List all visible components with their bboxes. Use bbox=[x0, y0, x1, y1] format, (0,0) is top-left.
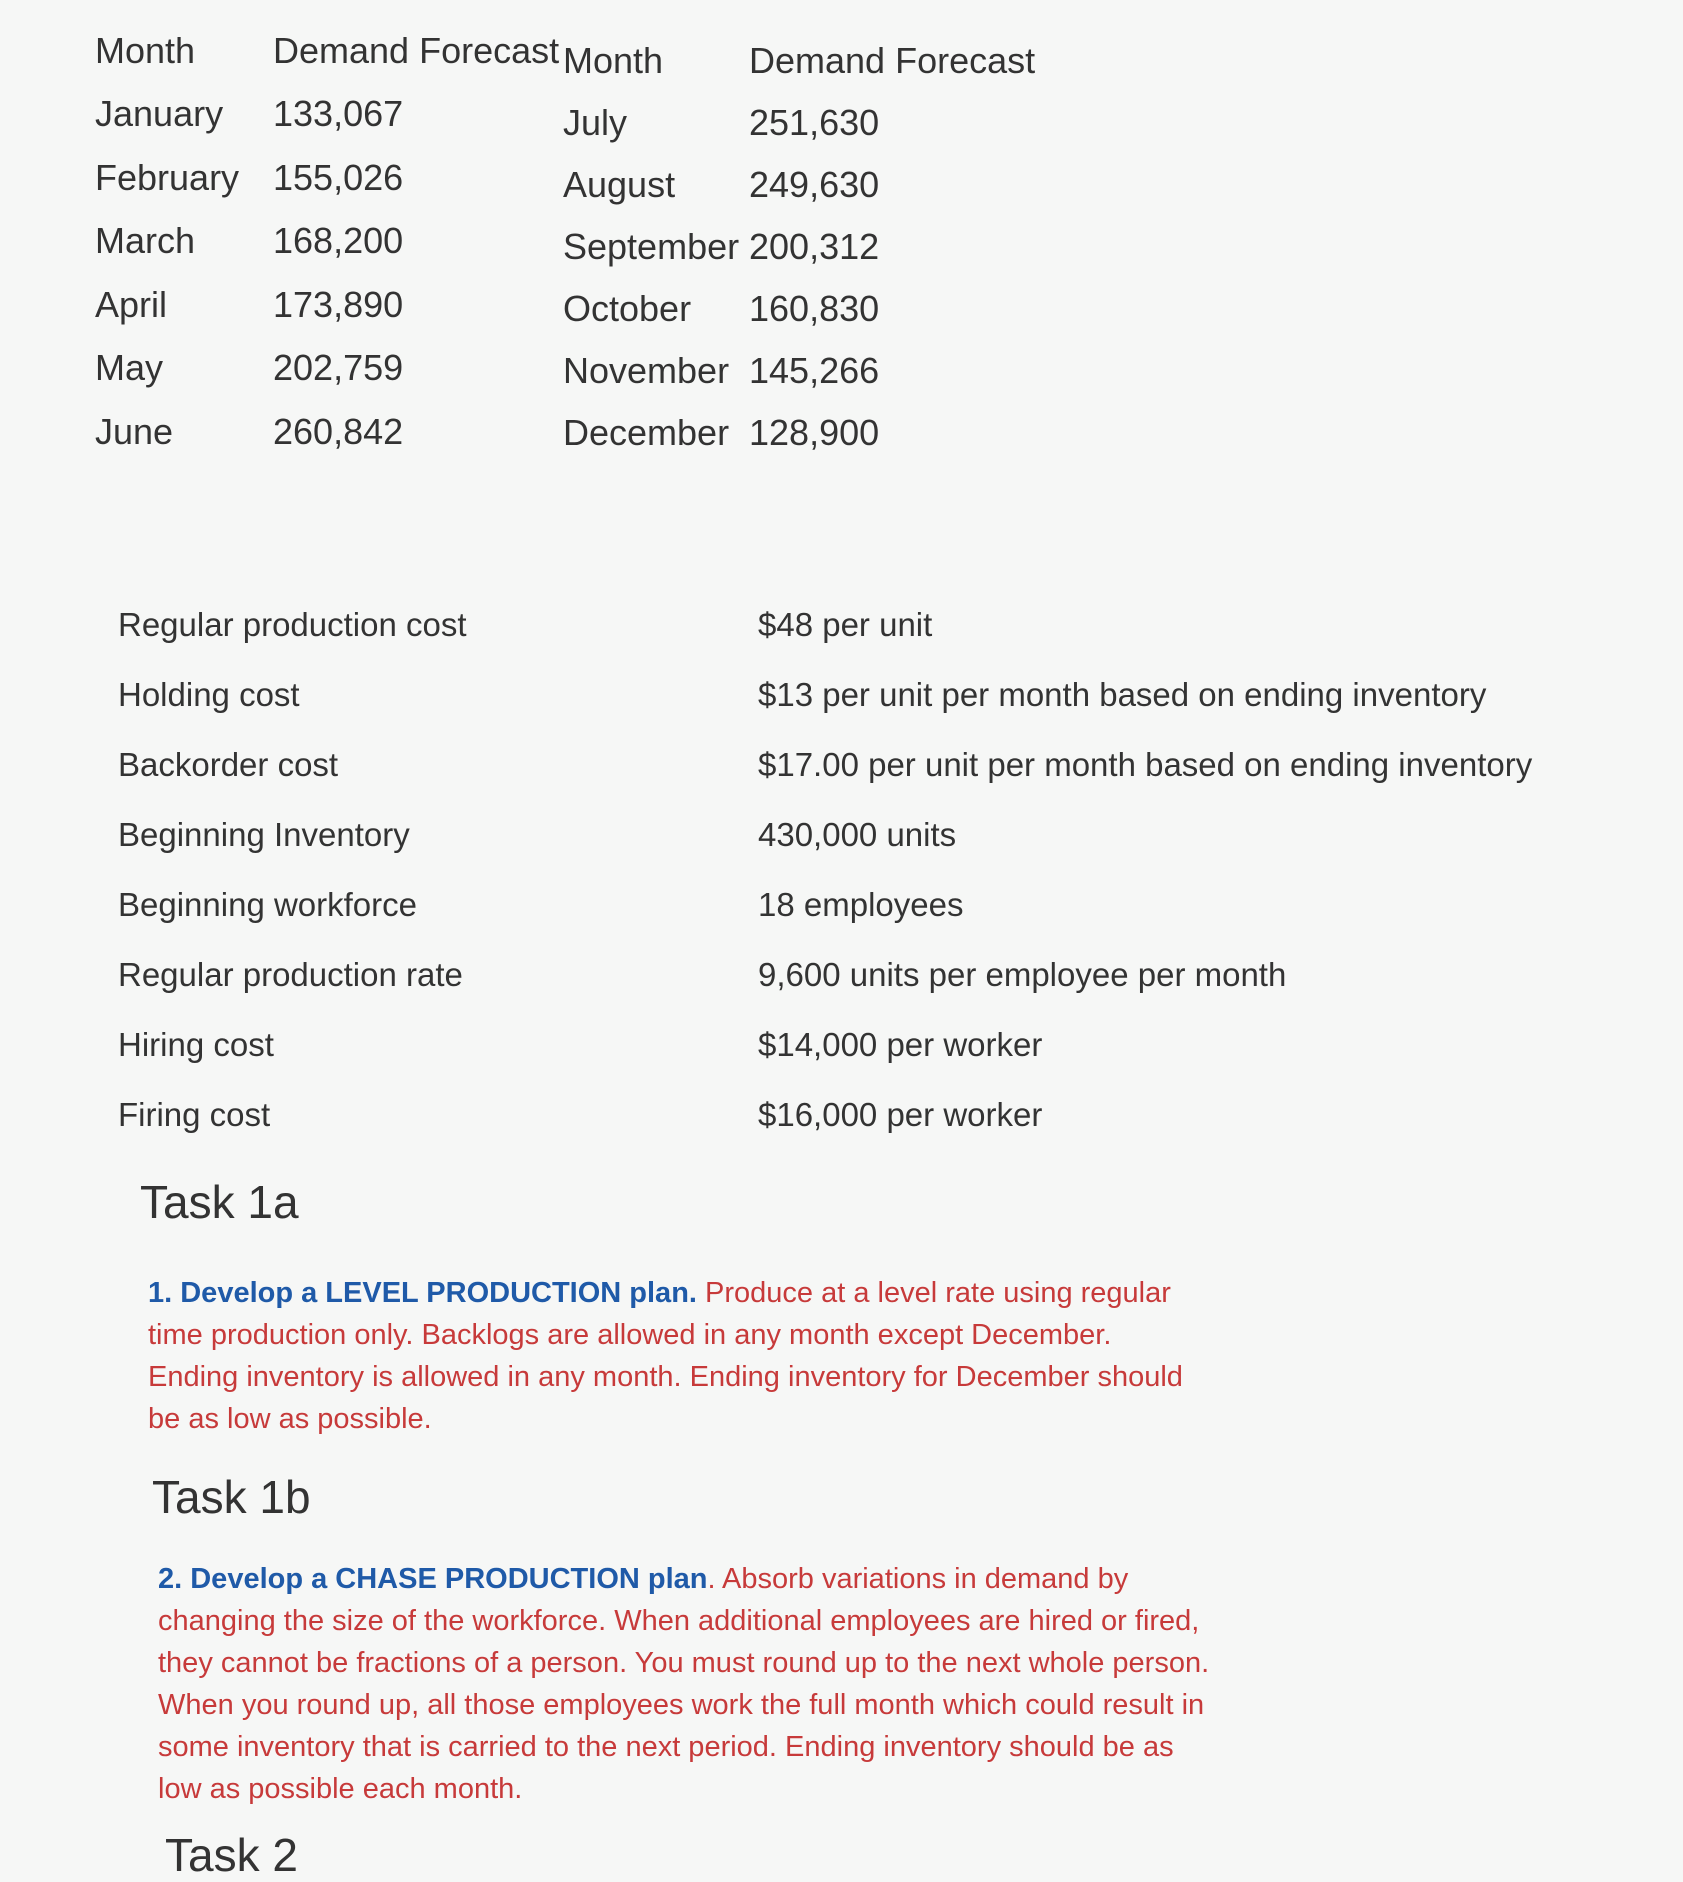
forecast-cell: 128,900 bbox=[749, 412, 880, 453]
parameter-value: $16,000 per worker bbox=[758, 1096, 1043, 1133]
parameter-value: $48 per unit bbox=[758, 606, 933, 643]
task-1a-instructions bbox=[148, 1272, 1208, 1440]
month-cell: May bbox=[95, 347, 164, 389]
demand-forecast-table bbox=[95, 20, 1049, 464]
month-cell: April bbox=[95, 283, 168, 325]
parameter-label: Backorder cost bbox=[118, 746, 339, 783]
parameter-row bbox=[118, 800, 1532, 870]
parameter-label: Holding cost bbox=[118, 676, 300, 713]
parameter-row bbox=[118, 1080, 1532, 1150]
month-header: Month bbox=[563, 40, 664, 81]
cost-parameters-list bbox=[118, 590, 1532, 1150]
demand-table-right-column bbox=[563, 30, 1049, 464]
parameter-row bbox=[118, 1010, 1532, 1080]
month-cell: November bbox=[563, 350, 730, 391]
forecast-cell: 251,630 bbox=[749, 102, 880, 143]
month-header: Month bbox=[95, 30, 196, 71]
task-1a-body: Produce at a level rate using regular time production only. Backlogs are allowed in any month except December. Ending inventory is allowed in any month. Ending inventory for December should be as low as possible. bbox=[148, 1277, 1183, 1435]
parameter-value: $17.00 per unit per month based on ending inventory bbox=[758, 746, 1533, 783]
parameter-row bbox=[118, 940, 1532, 1010]
task-1b-heading: Task 1b bbox=[152, 1471, 311, 1523]
parameter-label: Beginning workforce bbox=[118, 886, 417, 923]
month-cell: March bbox=[95, 220, 196, 262]
task-2-heading: Task 2 bbox=[165, 1829, 298, 1881]
task-1b-lead: 2. Develop a CHASE PRODUCTION plan bbox=[158, 1563, 708, 1595]
parameter-value: $13 per unit per month based on ending inventory bbox=[758, 676, 1487, 713]
forecast-cell: 202,759 bbox=[273, 347, 404, 389]
forecast-cell: 160,830 bbox=[749, 288, 880, 329]
month-cell: January bbox=[95, 93, 224, 135]
task-1b-instructions bbox=[158, 1558, 1218, 1810]
month-cell: December bbox=[563, 412, 730, 453]
forecast-header: Demand Forecast bbox=[273, 30, 560, 71]
forecast-cell: 155,026 bbox=[273, 156, 404, 198]
forecast-cell: 173,890 bbox=[273, 283, 404, 325]
forecast-cell: 260,842 bbox=[273, 410, 404, 452]
parameter-row bbox=[118, 730, 1532, 800]
month-cell: August bbox=[563, 164, 676, 205]
month-cell: June bbox=[95, 410, 174, 452]
parameter-value: $14,000 per worker bbox=[758, 1026, 1043, 1063]
forecast-cell: 145,266 bbox=[749, 350, 880, 391]
forecast-cell: 133,067 bbox=[273, 93, 404, 135]
month-cell: July bbox=[563, 102, 628, 143]
parameter-label: Regular production rate bbox=[118, 956, 463, 993]
month-cell: October bbox=[563, 288, 692, 329]
parameter-value: 430,000 units bbox=[758, 816, 957, 853]
parameter-row bbox=[118, 660, 1532, 730]
parameter-label: Regular production cost bbox=[118, 606, 467, 643]
month-cell: February bbox=[95, 156, 240, 198]
parameter-label: Firing cost bbox=[118, 1096, 271, 1133]
month-cell: September bbox=[563, 226, 740, 267]
forecast-cell: 200,312 bbox=[749, 226, 880, 267]
parameter-value: 9,600 units per employee per month bbox=[758, 956, 1287, 993]
task-1a-heading: Task 1a bbox=[140, 1176, 299, 1228]
parameter-label: Beginning Inventory bbox=[118, 816, 410, 853]
task-1b-body: . Absorb variations in demand by changing the size of the workforce. When additional employees are hired or fired, they cannot be fractions of a person. You must round up to the next whole person. When you round up, all those employees work the full month which could result in some inventory that is carried to the next period. Ending inventory should be as low as possible each month. bbox=[158, 1563, 1210, 1805]
forecast-header: Demand Forecast bbox=[749, 40, 1036, 81]
parameter-row bbox=[118, 590, 1532, 660]
forecast-cell: 249,630 bbox=[749, 164, 880, 205]
parameter-row bbox=[118, 870, 1532, 940]
parameter-label: Hiring cost bbox=[118, 1026, 274, 1063]
task-1a-lead: 1. Develop a LEVEL PRODUCTION plan. bbox=[148, 1277, 697, 1309]
forecast-cell: 168,200 bbox=[273, 220, 404, 262]
parameter-value: 18 employees bbox=[758, 886, 964, 923]
demand-table-left-column bbox=[95, 20, 563, 464]
